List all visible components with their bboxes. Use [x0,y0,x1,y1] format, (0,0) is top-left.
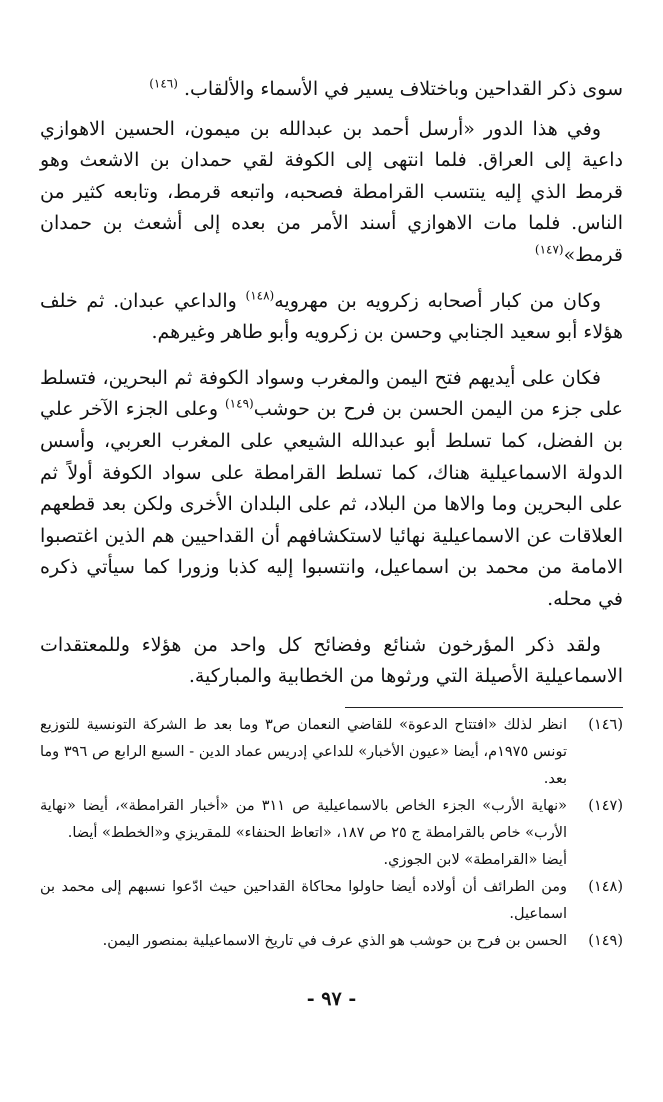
page-number: - ٩٧ - [306,988,357,1010]
footnote-text: ومن الطرائف أن أولاده أيضا حاولوا محاكاة القداحين حيث ادّعوا نسبهم إلى محمد بن اسماعيل. [40,879,567,922]
footnote-146 [40,712,623,793]
footnote-ref-147: (١٤٧) [534,242,564,257]
footnote-ref-149: (١٤٩) [224,397,254,412]
main-text [40,74,623,707]
paragraph-0-text: سوى ذكر القداحين وباختلاف يسير في الأسماء والألقاب. [183,78,623,100]
paragraph-0 [40,74,623,106]
footnote-148 [40,874,623,928]
footnote-number: (١٤٧) [588,798,623,814]
footnote-149 [40,928,623,955]
paragraph-3-text-b: وعلى الجزء الآخر علي بن الفضل، كما تسلط أبو عبدالله الشيعي على المغرب العربي، وأسس الدولة الاسماعيلية هناك، كما تسلط القرامطة على سواد الكوفة أولاً ثم على البحرين وما والاها من البلاد، ثم على البلدان الأخرى ولكن بعد قطعهم العلاقات عن الاسماعيلية نهائيا لاستكشافهم أن القداحيين هم الذين اغتصبوا الامامة من محمد بن اسماعيل، وانتسبوا إليه كذبا وزورا كما سيأتي ذكره في محله. [40,398,623,610]
footnote-divider [345,707,623,708]
paragraph-3 [40,363,623,616]
paragraph-1-text: وفي هذا الدور «أرسل أحمد بن عبدالله بن ميمون، الحسين الاهوازي داعية إلى العراق. فلما انتهى إلى الكوفة لقي حمدان بن الاشعث وهو قرمط الذي إليه ينتسب القرامطة فصحبه، واتبعه قرمط، وتابعه كثير من الناس. فلما مات الاهوازي أسند الأمر من بعده إلى أشعث بن حمدان قرمط» [40,117,623,266]
paragraph-1 [40,114,623,272]
paragraph-2 [40,286,623,349]
footnote-ref-148: (١٤٨) [245,288,275,303]
footnote-text: الحسن بن فرح بن حوشب هو الذي عرف في تاريخ الاسماعيلية بمنصور اليمن. [102,933,567,949]
paragraph-2-text-a: وكان من كبار أصحابه زكرويه بن مهرويه [274,289,601,312]
paragraph-4-text: ولقد ذكر المؤرخون شنائع وفضائح كل واحد من هؤلاء وللمعتقدات الاسماعيلية الأصيلة التي ورثوها من الخطابية والمباركية. [40,633,623,688]
footnote-147 [40,793,623,847]
footnote-number: (١٤٦) [588,717,623,733]
footnote-ref-146: (١٤٦) [149,76,178,91]
footnote-number: (١٤٩) [588,933,623,949]
paragraph-4 [40,630,623,693]
paragraph-3-text-a: فكان على أيديهم فتح اليمن والمغرب وسواد الكوفة ثم البحرين، فتسلط على جزء من اليمن الحسن بن فرح بن حوشب [40,366,623,421]
footnote-number: (١٤٨) [588,879,623,895]
footnotes [40,712,623,955]
footnote-text: انظر لذلك «افتتاح الدعوة» للقاضي النعمان ص٣ وما بعد ط الشركة التونسية للتوزيع تونس ١٩٧٥م، أيضا «عيون الأخبار» للداعي إدريس عماد الدين - السبع الرابع ص ٣٩٦ وما بعد. [40,717,567,787]
footnote-text: «نهاية الأرب» الجزء الخاص بالاسماعيلية ص ٣١١ من «أخبار القرامطة»، أيضا «نهاية الأرب» خاص بالقرامطة ج ٢٥ ص ١٨٧، «اتعاظ الحنفاء» للمقريزي و«الخطط» أيضا. [40,798,567,841]
paragraph-2-text-b: والداعي عبدان. ثم خلف هؤلاء أبو سعيد الجنابي وحسن بن زكرويه وأبو طاهر وغيرهم. [40,289,623,344]
footnote-147-continuation: أيضا «القرامطة» لابن الجوزي. [383,852,567,868]
